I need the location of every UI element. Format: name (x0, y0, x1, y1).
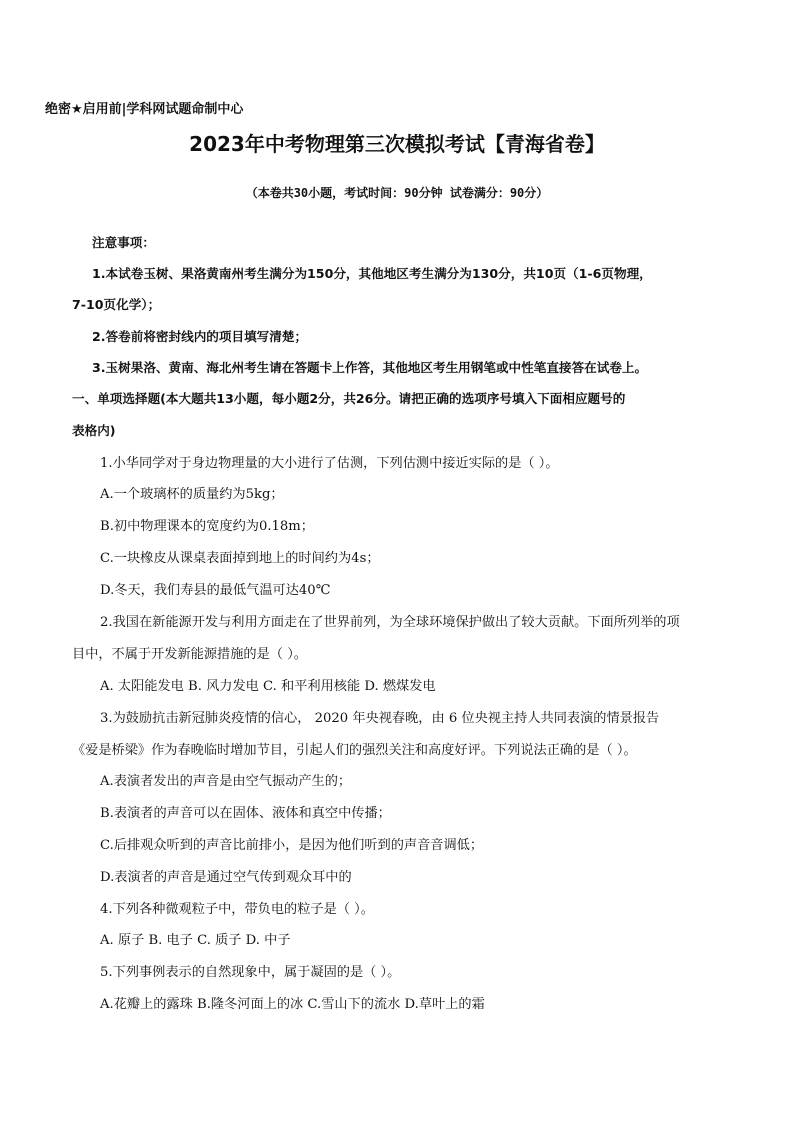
question-3-stem-line-2: 《爱是桥梁》作为春晚临时增加节目，引起人们的强烈关注和高度好评。下列说法正确的是（ ）。 (72, 743, 637, 758)
question-4-stem: 4.下列各种微观粒子中，带负电的粒子是（ ）。 (100, 902, 374, 917)
question-3-option-b: B.表演者的声音可以在固体、液体和真空中传播； (100, 806, 391, 821)
question-1-option-d: D.冬天，我们寿县的最低气温可达40℃ (100, 583, 331, 598)
question-3-stem-line-1: 3.为鼓励抗击新冠肺炎疫情的信心， 2020 年央视春晚，由 6 位央视主持人共同表演的情景报告 (100, 711, 660, 726)
question-2-stem-line-2: 目中，不属于开发新能源措施的是（ ）。 (72, 647, 307, 662)
question-5-options: A.花瓣上的露珠 B.隆冬河面上的冰 C.雪山下的流水 D.草叶上的霜 (100, 997, 485, 1012)
notice-heading: 注意事项： (92, 235, 155, 250)
question-4-options: A. 原子 B. 电子 C. 质子 D. 中子 (100, 933, 291, 948)
notice-item-1-line-2: 7-10页化学）； (72, 297, 161, 312)
question-2-options: A. 太阳能发电 B. 风力发电 C. 和平利用核能 D. 燃煤发电 (100, 679, 436, 694)
section-1-heading-line-2: 表格内) (72, 423, 116, 438)
question-1-stem: 1.小华同学对于身边物理量的大小进行了估测，下列估测中接近实际的是（ ）。 (100, 456, 559, 471)
question-1-option-b: B.初中物理课本的宽度约为0.18m； (100, 519, 314, 534)
question-1-option-a: A.一个玻璃杯的质量约为5kg； (100, 487, 284, 502)
question-2-stem-line-1: 2.我国在新能源开发与利用方面走在了世界前列，为全球环境保护做出了较大贡献。下面所列举的项 (100, 615, 680, 630)
question-1-option-c: C.一块橡皮从课桌表面掉到地上的时间约为4s； (100, 551, 380, 566)
section-1-heading-line-1: 一、单项选择题(本大题共13小题，每小题2分，共26分。请把正确的选项序号填入下面相应题号的 (72, 391, 626, 406)
exam-title: 2023年中考物理第三次模拟考试【青海省卷】 (189, 132, 605, 156)
notice-item-2: 2.答卷前将密封线内的项目填写清楚； (92, 329, 308, 344)
notice-item-3: 3.玉树果洛、黄南、海北州考生请在答题卡上作答，其他地区考生用钢笔或中性笔直接答在试卷上。 (92, 360, 648, 375)
question-3-option-a: A.表演者发出的声音是由空气振动产生的； (100, 774, 352, 789)
question-3-option-c: C.后排观众听到的声音比前排小，是因为他们听到的声音音调低； (100, 838, 484, 853)
question-3-option-d: D.表演者的声音是通过空气传到观众耳中的 (100, 870, 352, 885)
exam-subtitle: （本卷共30小题，考试时间：90分钟 试卷满分：90分） (245, 186, 549, 200)
notice-item-1-line-1: 1.本试卷玉树、果洛黄南州考生满分为150分，其他地区考生满分为130分，共10页（1-6页物理， (92, 266, 652, 281)
confidential-header: 绝密★启用前|学科网试题命制中心 (45, 102, 244, 117)
question-5-stem: 5.下列事例表示的自然现象中，属于凝固的是（ ）。 (100, 965, 401, 980)
